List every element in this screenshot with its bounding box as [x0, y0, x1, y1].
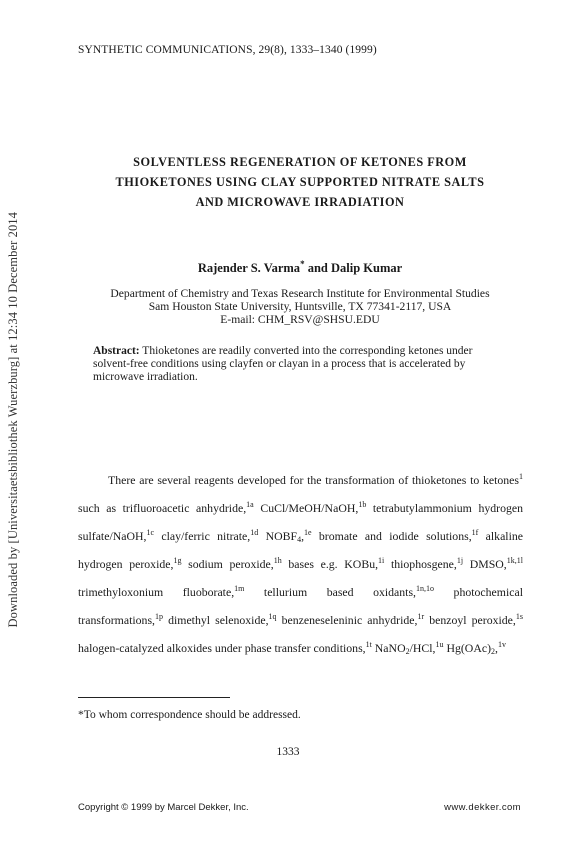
subscript: 4	[297, 535, 302, 544]
body-text-run: Hg(OAc)	[443, 641, 491, 655]
reference-mark: 1b	[358, 500, 367, 509]
body-text-run: bromate and iodide solutions,	[311, 529, 472, 543]
reference-mark: 1t	[365, 640, 372, 649]
download-watermark	[2, 210, 24, 630]
copyright-notice: Copyright © 1999 by Marcel Dekker, Inc.	[78, 802, 249, 813]
reference-mark: 1	[519, 472, 523, 481]
body-text-run: tetrabutylammonium hydrogen sulfate/NaOH,	[78, 501, 523, 543]
title-line: THIOKETONES USING CLAY SUPPORTED NITRATE SALTS	[115, 175, 485, 189]
body-text-run: benzoyl peroxide,	[424, 613, 516, 627]
body-text-run: dimethyl selenoxide,	[163, 613, 269, 627]
download-watermark-text: Downloaded by [Universitaetsbibliothek Wuerzburg] at 12:34 10 December 2014	[5, 212, 20, 628]
reference-mark: 1s	[515, 612, 523, 621]
reference-mark: 1n,1o	[416, 584, 435, 593]
body-text-run: photochemical transformations,	[78, 585, 523, 627]
reference-mark: 1h	[273, 556, 282, 565]
body-text-run: ,	[301, 529, 305, 543]
reference-mark: 1f	[471, 528, 479, 537]
page-number: 1333	[276, 746, 300, 758]
publisher-website: www.dekker.com	[444, 802, 521, 813]
reference-mark: 1r	[417, 612, 425, 621]
body-text-run: bases e.g. KOBu,	[281, 557, 379, 571]
title-line: SOLVENTLESS REGENERATION OF KETONES FROM	[133, 155, 467, 169]
reference-mark: 1q	[268, 612, 277, 621]
reference-mark: 1i	[378, 556, 385, 565]
body-text	[78, 466, 523, 662]
body-paragraph	[78, 466, 523, 662]
abstract	[93, 345, 505, 384]
body-text-run: NaNO	[371, 641, 406, 655]
body-text-run: /HCl,	[409, 641, 436, 655]
body-text-run: CuCl/MeOH/NaOH,	[253, 501, 359, 515]
abstract-label: Abstract:	[93, 345, 140, 357]
author-name: Rajender S. Varma	[197, 261, 301, 276]
affiliation-line: Department of Chemistry and Texas Research Institute for Environmental Studies	[110, 287, 490, 300]
author-name: and Dalip Kumar	[304, 261, 403, 276]
body-text-run: There are several reagents developed for the transformation of thioketones to ketones	[108, 473, 519, 487]
body-text-run: DMSO,	[463, 557, 507, 571]
body-text-run: halogen-catalyzed alkoxides under phase transfer conditions,	[78, 641, 366, 655]
body-text-run: NOBF	[258, 529, 298, 543]
affiliation-line: Sam Houston State University, Huntsville, TX 77341-2117, USA	[148, 300, 452, 313]
body-text-run: sodium peroxide,	[181, 557, 274, 571]
abstract-text: Thioketones are readily converted into the corresponding ketones under solvent-free conditions using clayfen or clayan in a process that is accelerated by microwave irradiation.	[93, 345, 473, 383]
body-text-run: ,	[495, 641, 498, 655]
body-text-run: such as trifluoroacetic anhydride,	[78, 501, 247, 515]
reference-mark: 1p	[155, 612, 163, 621]
reference-mark: 1j	[456, 556, 464, 565]
body-text-run: trimethyloxonium fluoborate,	[78, 585, 235, 599]
body-text-run: thiophosgene,	[384, 557, 457, 571]
body-text-run: clay/ferric nitrate,	[154, 529, 251, 543]
affiliation-email: E-mail: CHM_RSV@SHSU.EDU	[220, 313, 380, 326]
correspondence-mark: *	[300, 259, 305, 269]
reference-mark: 1d	[250, 528, 259, 537]
reference-mark: 1v	[497, 640, 506, 649]
reference-mark: 1c	[146, 528, 155, 537]
reference-mark: 1a	[246, 500, 254, 509]
body-text-run: alkaline hydrogen peroxide,	[78, 529, 523, 571]
reference-mark: 1u	[435, 640, 444, 649]
reference-mark: 1e	[304, 528, 312, 537]
subscript: 2	[405, 647, 410, 656]
title-line: AND MICROWAVE IRRADIATION	[195, 195, 405, 209]
footnote: *To whom correspondence should be addressed.	[78, 709, 301, 721]
subscript: 2	[491, 647, 495, 656]
author-list	[80, 259, 520, 276]
body-text-run: tellurium based oxidants,	[244, 585, 417, 599]
body-text-run: benzeneseleninic anhydride,	[276, 613, 418, 627]
reference-mark: 1m	[234, 584, 245, 593]
reference-mark: 1k,1l	[506, 556, 523, 565]
affiliation	[70, 287, 530, 326]
reference-mark: 1g	[173, 556, 182, 565]
footnote-divider	[78, 697, 230, 698]
journal-header: SYNTHETIC COMMUNICATIONS, 29(8), 1333–1340 (1999)	[78, 44, 377, 56]
article-title	[100, 152, 500, 212]
